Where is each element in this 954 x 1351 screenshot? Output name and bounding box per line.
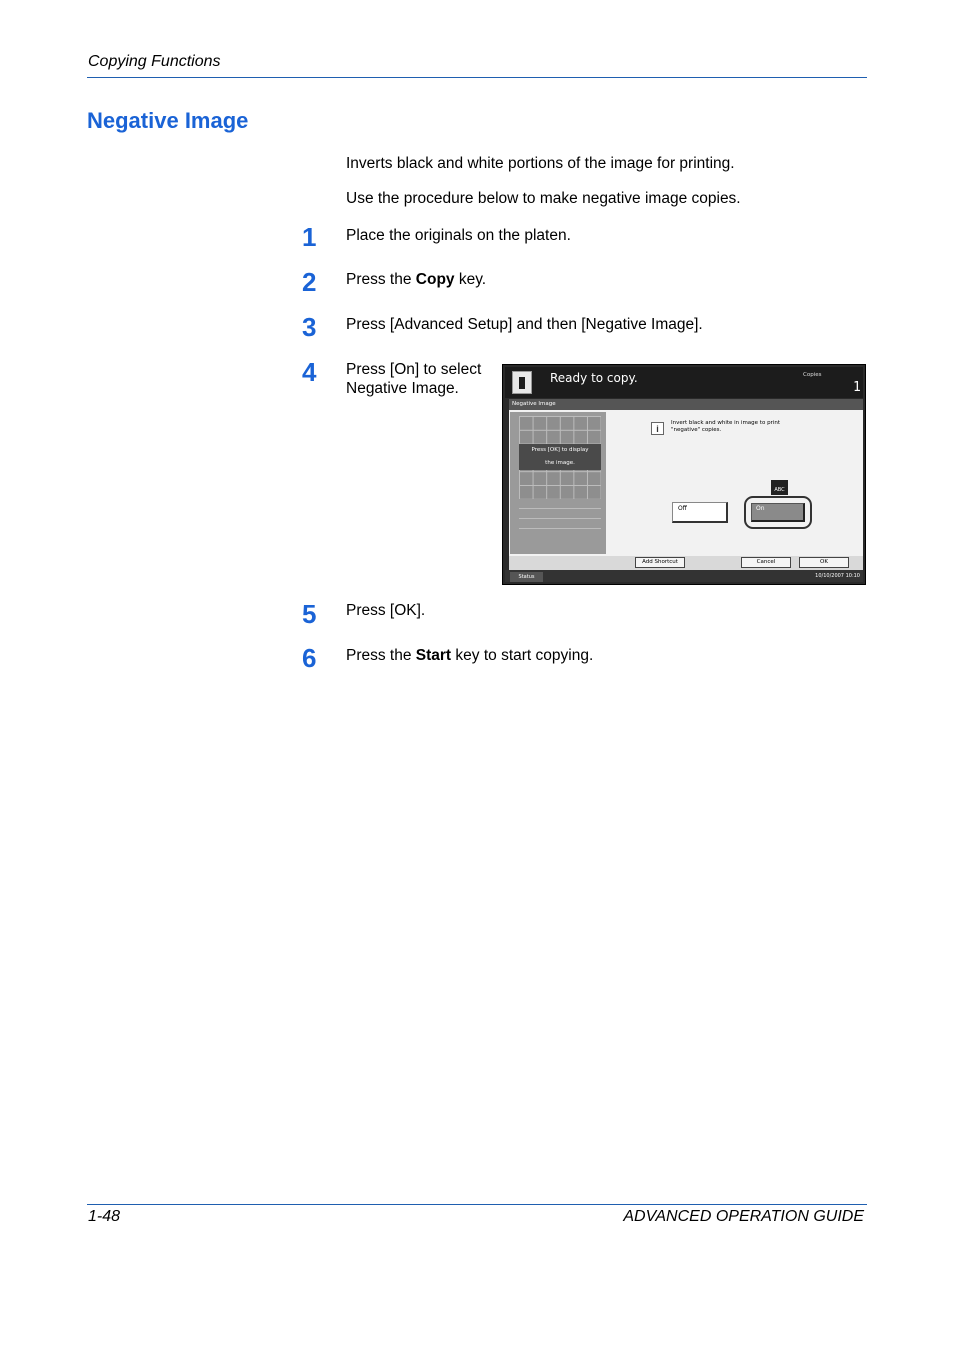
ready-message: Ready to copy. [550, 371, 638, 385]
status-button[interactable]: Status [510, 572, 543, 582]
step-2-post: key. [454, 271, 487, 288]
copies-label: Copies [803, 372, 822, 378]
preview-divider [519, 528, 601, 529]
panel-body [509, 410, 863, 556]
add-shortcut-button[interactable]: Add Shortcut [635, 557, 685, 568]
preview-line-2: the image. [545, 460, 575, 466]
footer-rule [87, 1204, 867, 1205]
preview-message [519, 444, 601, 470]
intro-paragraph-1: Inverts black and white portions of the image for printing. [346, 155, 735, 172]
preview-divider [519, 508, 601, 509]
on-button-highlight [744, 496, 812, 529]
off-button[interactable]: Off [672, 502, 728, 523]
step-5-text: Press [OK]. [346, 602, 426, 619]
step-6-text [346, 646, 593, 665]
page-number: 1-48 [88, 1208, 121, 1225]
guide-title: ADVANCED OPERATION GUIDE [623, 1208, 864, 1225]
section-title: Negative Image [87, 108, 249, 133]
step-5-number: 5 [302, 599, 317, 629]
step-4-number: 4 [302, 357, 317, 387]
step-6-number: 6 [302, 643, 317, 673]
cancel-button[interactable]: Cancel [741, 557, 791, 568]
info-text [671, 420, 831, 433]
copies-value: 1 [853, 380, 861, 395]
step-2-text [346, 270, 486, 289]
step-3-number: 3 [302, 312, 317, 342]
step-2-number: 2 [302, 267, 317, 297]
step-4-text [346, 360, 481, 398]
info-line-1: Invert black and white in image to print [671, 420, 780, 426]
preview-divider [519, 518, 601, 519]
step-3-text: Press [Advanced Setup] and then [Negative Image]. [346, 316, 703, 333]
step-6-post: key to start copying. [451, 647, 594, 664]
info-icon: i [651, 422, 664, 435]
panel-title: Negative Image [512, 401, 556, 407]
negative-abc-icon: ABC [771, 480, 788, 495]
step-6-pre: Press the [346, 647, 416, 664]
header-rule [87, 77, 867, 78]
step-1-number: 1 [302, 222, 317, 252]
screen-status-header [505, 367, 863, 398]
preview-pane [510, 412, 606, 554]
status-bar [505, 570, 863, 582]
preview-line-1: Press [OK] to display [531, 447, 589, 453]
panel-footer [509, 556, 863, 570]
info-line-2: "negative" copies. [671, 426, 722, 433]
device-screen [502, 364, 866, 585]
running-header: Copying Functions [88, 53, 221, 70]
copy-key-label: Copy [415, 271, 455, 288]
copy-document-icon [512, 371, 532, 394]
step-2-pre: Press the [346, 271, 416, 288]
step-4-line-1: Press [On] to select [346, 361, 482, 378]
on-button[interactable]: On [751, 503, 805, 522]
start-key-label: Start [415, 647, 452, 664]
intro-paragraph-2: Use the procedure below to make negative image copies. [346, 190, 741, 207]
status-datetime: 10/10/2007 10:10 [815, 573, 860, 579]
panel-title-bar [509, 399, 863, 410]
step-4-line-2: Negative Image. [346, 380, 459, 397]
ok-button[interactable]: OK [799, 557, 849, 568]
step-1-text: Place the originals on the platen. [346, 227, 571, 244]
